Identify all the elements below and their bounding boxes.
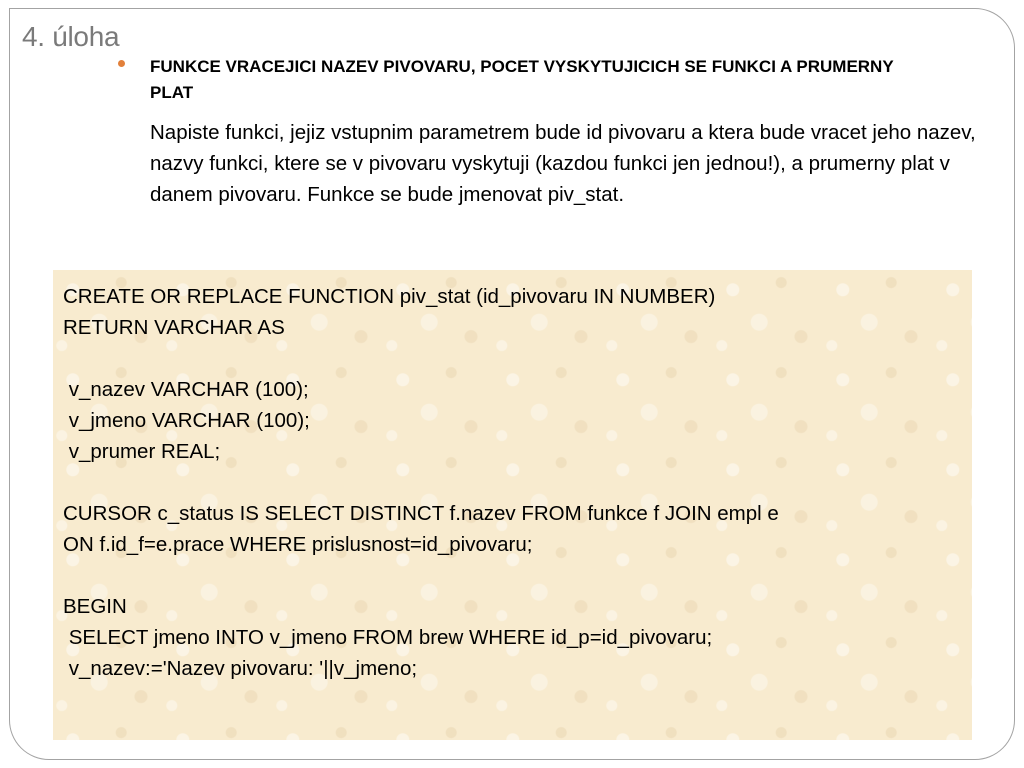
bullet-heading: FUNKCE VRACEJICI NAZEV PIVOVARU, POCET VYSKYTUJICICH SE FUNKCI A PRUMERNY PLAT — [150, 57, 894, 102]
slide-title: 4. úloha — [22, 21, 120, 52]
task-description: Napiste funkci, jejiz vstupnim parametrem bude id pivovaru a ktera bude vracet jeho nazev, nazvy funkci, ktere se v pivovaru vyskytuji (kazdou funkci jen jednou!), a prumerny plat v danem pivovaru. Funkce se bude jmenovat piv_stat. — [150, 121, 976, 206]
code-block — [53, 270, 972, 740]
bullet-dot-icon — [118, 60, 125, 67]
code-listing: CREATE OR REPLACE FUNCTION piv_stat (id_pivovaru IN NUMBER) RETURN VARCHAR AS v_nazev VARCHAR (100); v_jmeno VARCHAR (100); v_prumer REAL; CURSOR c_status IS SELECT DISTINCT f.nazev FROM funkce f JOIN empl e ON f.id_f=e.prace WHERE prislusnost=id_pivovaru; BEGIN SELECT jmeno INTO v_jmeno FROM brew WHERE id_p=id_pivovaru; v_nazev:='Nazev pivovaru: '||v_jmeno; — [63, 285, 779, 680]
